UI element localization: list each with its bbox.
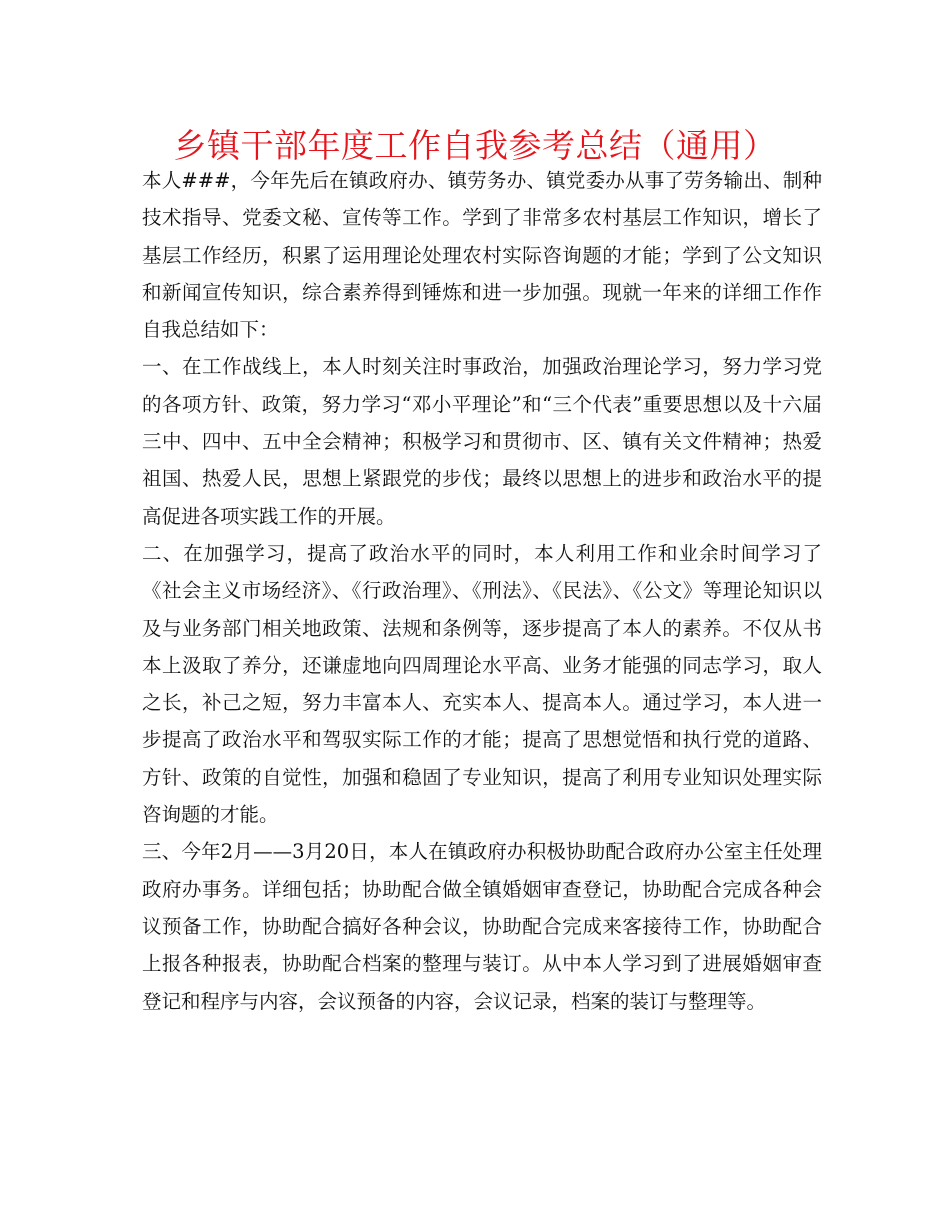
- document-body: [142, 162, 822, 1020]
- paragraph-section-2: 二、在加强学习，提高了政治水平的同时，本人利用工作和业余时间学习了《社会主义市场经济》、《行政治理》、《刑法》、《民法》、《公文》等理论知识以及与业务部门相关地政策、法规和条例等，逐步提高了本人的素养。不仅从书本上汲取了养分，还谦虚地向四周理论水平高、业务才能强的同志学习，取人之长，补己之短，努力丰富本人、充实本人、提高本人。通过学习，本人进一步提高了政治水平和驾驭实际工作的才能；提高了思想觉悟和执行党的道路、方针、政策的自觉性，加强和稳固了专业知识，提高了利用专业知识处理实际咨询题的才能。: [142, 541, 822, 827]
- paragraph-section-3: 三、今年2月——3月20日，本人在镇政府办积极协助配合政府办公室主任处理政府办事务。详细包括；协助配合做全镇婚姻审查登记，协助配合完成各种会议预备工作，协助配合搞好各种会议，协助配合完成来客接待工作，协助配合上报各种报表，协助配合档案的整理与装订。从中本人学习到了进展婚姻审查登记和程序与内容，会议预备的内容，会议记录，档案的装订与整理等。: [142, 840, 822, 1013]
- document-title: 乡镇干部年度工作自我参考总结（通用）: [173, 126, 777, 165]
- paragraph-section-1: 一、在工作战线上，本人时刻关注时事政治，加强政治理论学习，努力学习党的各项方针、政策，努力学习“邓小平理论”和“三个代表”重要思想以及十六届三中、四中、五中全会精神；积极学习和贯彻市、区、镇有关文件精神；热爱祖国、热爱人民，思想上紧跟党的步伐；最终以思想上的进步和政治水平的提高促进各项实践工作的开展。: [142, 355, 822, 528]
- paragraph-intro: 本人###，今年先后在镇政府办、镇劳务办、镇党委办从事了劳务输出、制种技术指导、党委文秘、宣传等工作。学到了非常多农村基层工作知识，增长了基层工作经历，积累了运用理论处理农村实际咨询题的才能；学到了公文知识和新闻宣传知识，综合素养得到锤炼和进一步加强。现就一年来的详细工作作自我总结如下：: [142, 169, 822, 342]
